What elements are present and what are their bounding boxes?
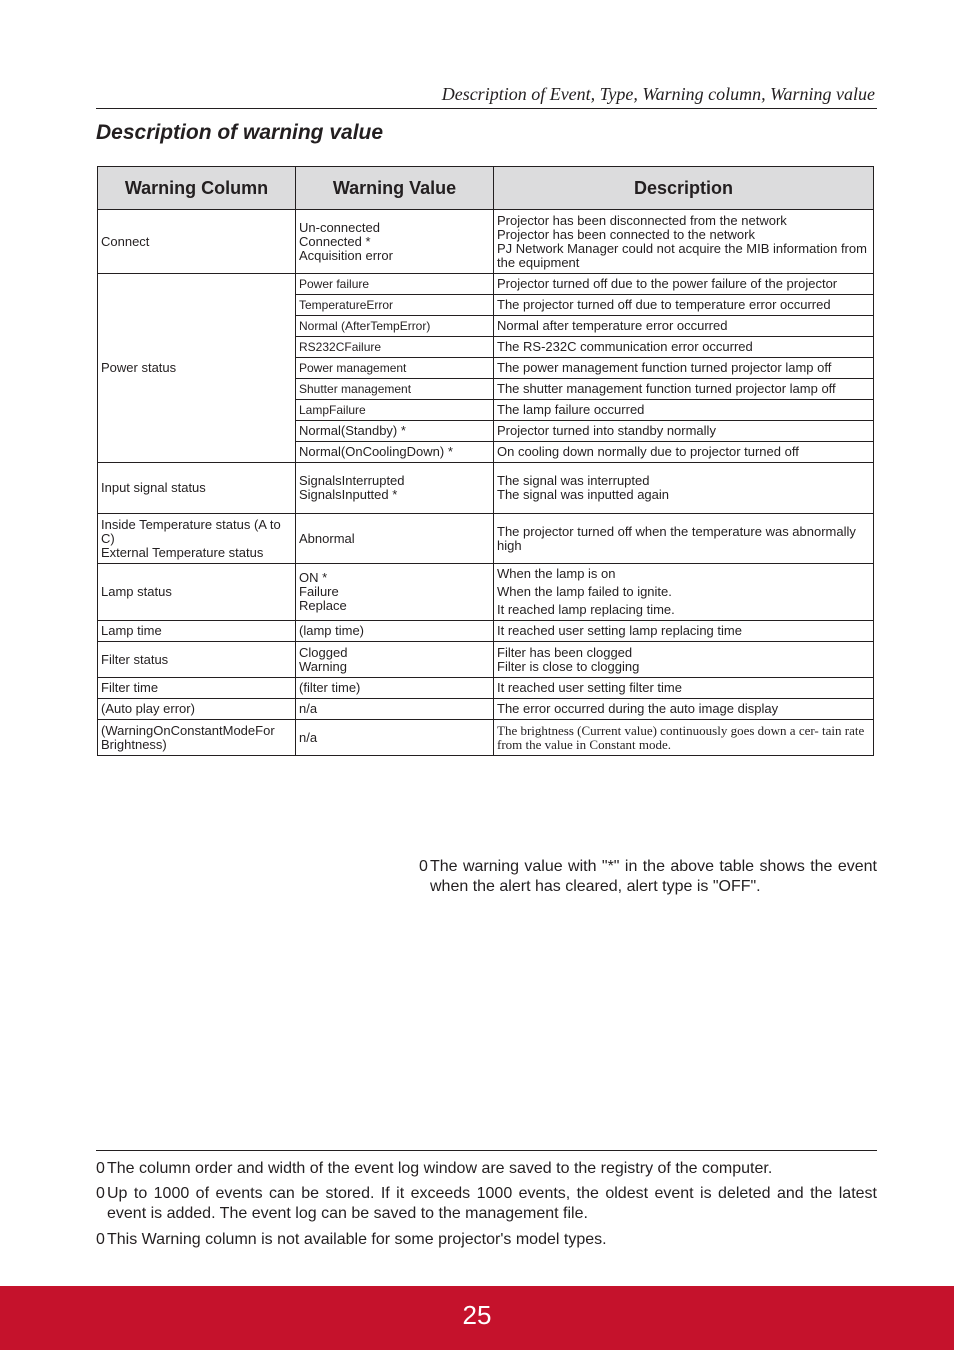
- table-row: [98, 642, 874, 678]
- cell-value: n/a: [296, 699, 494, 720]
- table-row: [98, 678, 874, 699]
- cell-description: Normal after temperature error occurred: [494, 316, 874, 337]
- note-bullet-icon: 0: [96, 1160, 105, 1177]
- running-header: [96, 82, 877, 109]
- cell-column: Lamp time: [98, 621, 296, 642]
- table-row: [98, 699, 874, 720]
- cell-description: It reached user setting filter time: [494, 678, 874, 699]
- cell-value: LampFailure: [296, 400, 494, 421]
- note-bullet-icon: 0: [96, 1231, 105, 1248]
- table-row: [98, 564, 874, 621]
- cell-description: When the lamp is on When the lamp failed to ignite. It reached lamp replacing time.: [494, 564, 874, 621]
- footnote-item: [96, 1230, 877, 1250]
- warning-value-table: [97, 166, 874, 756]
- cell-value: Shutter management: [296, 379, 494, 400]
- table-header-row: [98, 167, 874, 210]
- section-title: Description of warning value: [96, 121, 384, 144]
- cell-value: SignalsInterrupted SignalsInputted *: [296, 463, 494, 514]
- cell-description: The RS-232C communication error occurred: [494, 337, 874, 358]
- table-row: [98, 274, 874, 295]
- cell-value: ON * Failure Replace: [296, 564, 494, 621]
- table-row: [98, 463, 874, 514]
- footnote-text: The column order and width of the event log window are saved to the registry of the computer.: [107, 1160, 773, 1177]
- cell-description: The power management function turned projector lamp off: [494, 358, 874, 379]
- cell-description: The shutter management function turned projector lamp off: [494, 379, 874, 400]
- footer-bar: [0, 1286, 954, 1350]
- note-bullet-icon: 0: [419, 858, 428, 875]
- table-row: [98, 514, 874, 564]
- note-text: The warning value with "*" in the above table shows the event when the alert has cleared, alert type is "OFF".: [430, 858, 877, 895]
- cell-value: (filter time): [296, 678, 494, 699]
- header-warning-column: Warning Column: [98, 167, 296, 210]
- table-row: [98, 210, 874, 274]
- cell-description: It reached user setting lamp replacing time: [494, 621, 874, 642]
- cell-description: The signal was interrupted The signal was inputted again: [494, 463, 874, 514]
- cell-description: The lamp failure occurred: [494, 400, 874, 421]
- cell-column: Filter time: [98, 678, 296, 699]
- cell-column: (WarningOnConstantModeFor Brightness): [98, 720, 296, 756]
- cell-description: The brightness (Current value) continuously goes down a cer- tain rate from the value in Constant mode.: [494, 720, 874, 756]
- asterisk-note: [419, 857, 877, 897]
- cell-column: Connect: [98, 210, 296, 274]
- cell-description: The projector turned off due to temperature error occurred: [494, 295, 874, 316]
- cell-column: Lamp status: [98, 564, 296, 621]
- cell-value: Power failure: [296, 274, 494, 295]
- cell-column: Inside Temperature status (A to C) External Temperature status: [98, 514, 296, 564]
- footnote-item: [96, 1184, 877, 1224]
- cell-value: Clogged Warning: [296, 642, 494, 678]
- cell-column: Input signal status: [98, 463, 296, 514]
- footnote-text: Up to 1000 of events can be stored. If it exceeds 1000 events, the oldest event is deleted and the latest event is added. The event log can be saved to the management file.: [107, 1185, 877, 1222]
- cell-value: RS232CFailure: [296, 337, 494, 358]
- cell-column: Filter status: [98, 642, 296, 678]
- footnote-text: This Warning column is not available for some projector's model types.: [107, 1231, 607, 1248]
- cell-value: (lamp time): [296, 621, 494, 642]
- cell-description: Projector turned off due to the power failure of the projector: [494, 274, 874, 295]
- table-row: [98, 621, 874, 642]
- cell-description: The projector turned off when the temperature was abnormally high: [494, 514, 874, 564]
- note-bullet-icon: 0: [96, 1185, 105, 1202]
- cell-value: Un-connected Connected * Acquisition error: [296, 210, 494, 274]
- cell-value: Abnormal: [296, 514, 494, 564]
- cell-value: Normal(OnCoolingDown) *: [296, 442, 494, 463]
- cell-description: On cooling down normally due to projector turned off: [494, 442, 874, 463]
- footnote-item: [96, 1159, 877, 1179]
- cell-value: TemperatureError: [296, 295, 494, 316]
- cell-description: Projector has been disconnected from the network Projector has been connected to the network PJ Network Manager could not acquire the MIB information from the equipment: [494, 210, 874, 274]
- cell-description: Projector turned into standby normally: [494, 421, 874, 442]
- cell-value: n/a: [296, 720, 494, 756]
- cell-column: Power status: [98, 274, 296, 463]
- cell-value: Normal(Standby) *: [296, 421, 494, 442]
- footnote-divider: [96, 1150, 877, 1151]
- cell-value: Power management: [296, 358, 494, 379]
- cell-value: Normal (AfterTempError): [296, 316, 494, 337]
- cell-column: (Auto play error): [98, 699, 296, 720]
- table-row: [98, 720, 874, 756]
- cell-description: Filter has been clogged Filter is close to clogging: [494, 642, 874, 678]
- page-number: 25: [462, 1300, 492, 1330]
- header-description: Description: [494, 167, 874, 210]
- cell-description: The error occurred during the auto image display: [494, 699, 874, 720]
- header-warning-value: Warning Value: [296, 167, 494, 210]
- running-header-title: Description of Event, Type, Warning column, Warning value: [441, 84, 875, 104]
